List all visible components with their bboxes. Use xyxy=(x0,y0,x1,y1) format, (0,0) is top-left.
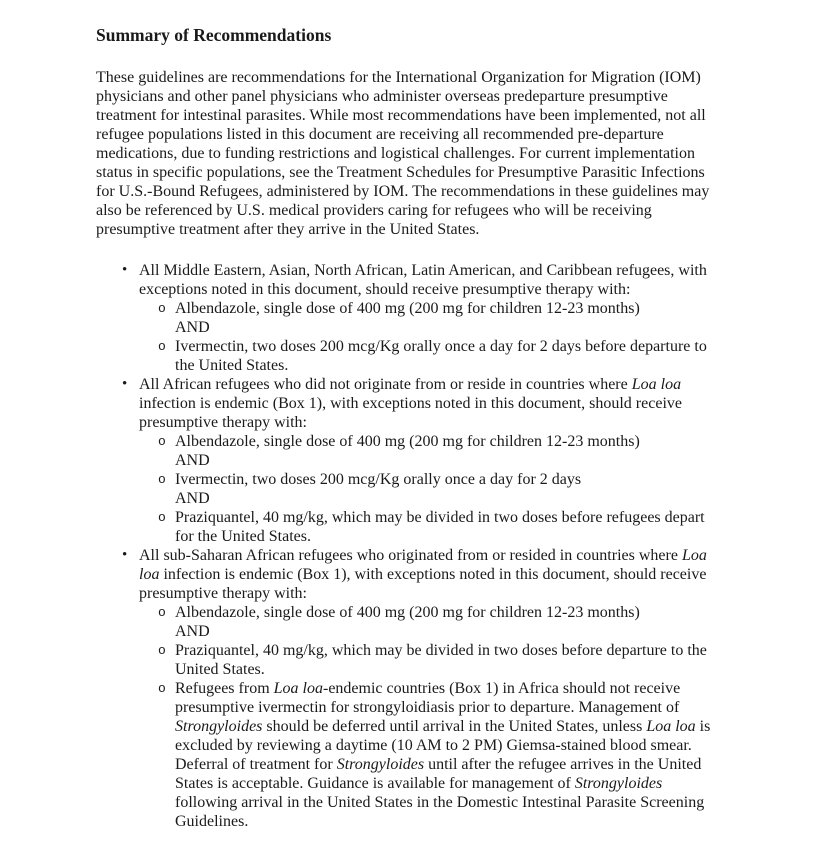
text-run: All Middle Eastern, Asian, North African, Latin American, and Caribbean refugees, with exceptions noted in this document, should receive presumptive therapy with: xyxy=(139,262,707,298)
text-run: Praziquantel, 40 mg/kg, which may be divided in two doses before refugees depart for the United States. xyxy=(175,509,705,545)
sub-bullet-text xyxy=(175,603,721,622)
sub-recommendation-item xyxy=(139,641,721,679)
bullet-body xyxy=(139,546,721,831)
sub-bullet-icon: o xyxy=(158,339,166,354)
sub-recommendation-item xyxy=(139,337,721,375)
sub-bullet-body xyxy=(175,508,721,546)
intro-paragraph xyxy=(96,68,721,239)
sub-bullet-body xyxy=(175,432,721,470)
sub-bullet-icon: o xyxy=(158,472,166,487)
sub-bullet-body xyxy=(175,337,721,375)
text-run: Albendazole, single dose of 400 mg (200 mg for children 12-23 months) xyxy=(175,300,640,317)
text-run: is excluded by reviewing a daytime (10 AM to 2 PM) Giemsa-stained blood smear. Deferral of treatment for xyxy=(175,718,711,773)
bullet-text xyxy=(139,375,721,432)
sub-bullet-text xyxy=(175,337,721,375)
italic-term: Strongyloides xyxy=(574,775,663,792)
and-connector: AND xyxy=(175,452,210,469)
sub-recommendation-item xyxy=(139,603,721,641)
sub-bullet-body xyxy=(175,603,721,641)
sub-bullet-text xyxy=(175,508,721,546)
italic-term: Strongyloides xyxy=(175,718,263,735)
italic-term: Loa loa xyxy=(646,718,696,735)
page-content xyxy=(96,25,721,831)
sub-recommendation-item xyxy=(139,299,721,337)
sub-bullet-body xyxy=(175,299,721,337)
sub-bullet-text xyxy=(175,299,721,318)
bullet-text xyxy=(139,546,721,603)
and-connector: AND xyxy=(175,623,210,640)
sub-bullet-body xyxy=(175,641,721,679)
bullet-text xyxy=(139,261,721,299)
sub-recommendation-item xyxy=(139,679,721,831)
sub-recommendation-item xyxy=(139,508,721,546)
sub-bullet-icon: o xyxy=(158,681,166,696)
sub-bullet-text xyxy=(175,679,721,831)
text-run: -endemic countries (Box 1) in Africa should not receive presumptive ivermectin for strongyloidiasis prior to departure. Management of xyxy=(175,680,681,716)
text-run: All African refugees who did not originate from or reside in countries where xyxy=(139,376,632,393)
and-connector: AND xyxy=(175,319,210,336)
italic-term: Strongyloides xyxy=(336,756,425,773)
sub-bullet-icon: o xyxy=(158,605,166,620)
recommendations-list xyxy=(96,261,721,831)
bullet-body xyxy=(139,375,721,546)
sub-bullet-icon: o xyxy=(158,301,166,316)
sub-bullet-body xyxy=(175,679,721,831)
and-connector: AND xyxy=(175,490,210,507)
text-run: Praziquantel, 40 mg/kg, which may be divided in two doses before departure to the United States. xyxy=(175,642,707,678)
bullet-icon: • xyxy=(122,376,128,392)
text-run: Albendazole, single dose of 400 mg (200 mg for children 12-23 months) xyxy=(175,433,640,450)
text-run: infection is endemic (Box 1), with exceptions noted in this document, should receive presumptive therapy with: xyxy=(139,566,707,602)
text-run: These guidelines are recommendations for the International Organization for Migration (IOM) physicians and other panel physicians who administer overseas predeparture presumptive treatment for intestinal parasites. While most recommendations have been implemented, not all refugee populations listed in this document are receiving all recommended pre-departure medications, due to funding restrictions and logistical challenges. For current implementation status in specific populations, see the Treatment Schedules for Presumptive Parasitic Infections for U.S.-Bound Refugees, administered by IOM. The recommendations in these guidelines may also be referenced by U.S. medical providers caring for refugees who will be receiving presumptive treatment after they arrive in the United States. xyxy=(96,69,710,238)
sub-bullet-icon: o xyxy=(158,434,166,449)
sub-bullet-icon: o xyxy=(158,510,166,525)
sub-bullet-icon: o xyxy=(158,643,166,658)
text-run: should be deferred until arrival in the United States, unless xyxy=(262,718,647,735)
text-run: Refugees from xyxy=(175,680,274,697)
recommendation-item xyxy=(96,375,721,546)
text-run: Albendazole, single dose of 400 mg (200 mg for children 12-23 months) xyxy=(175,604,640,621)
text-run: infection is endemic (Box 1), with exceptions noted in this document, should receive presumptive therapy with: xyxy=(139,395,682,431)
page-title: Summary of Recommendations xyxy=(96,25,332,45)
italic-term: Loa loa xyxy=(631,376,682,393)
sub-bullet-text xyxy=(175,641,721,679)
text-run: until after the refugee arrives in the United States is acceptable. Guidance is available for management of xyxy=(175,756,702,792)
sub-recommendations-list xyxy=(139,432,721,546)
sub-recommendation-item xyxy=(139,470,721,508)
bullet-icon: • xyxy=(122,547,128,563)
italic-term: Loa loa xyxy=(273,680,323,697)
text-run: All sub-Saharan African refugees who originated from or resided in countries where xyxy=(139,547,682,564)
text-run: Ivermectin, two doses 200 mcg/Kg orally once a day for 2 days xyxy=(175,471,582,488)
sub-recommendations-list xyxy=(139,299,721,375)
text-run: following arrival in the United States in the Domestic Intestinal Parasite Screening Guidelines. xyxy=(175,794,705,830)
italic-term: Loa loa xyxy=(139,547,707,583)
recommendation-item xyxy=(96,261,721,375)
sub-recommendations-list xyxy=(139,603,721,831)
sub-bullet-text xyxy=(175,432,721,451)
sub-recommendation-item xyxy=(139,432,721,470)
bullet-body xyxy=(139,261,721,375)
sub-bullet-body xyxy=(175,470,721,508)
sub-bullet-text xyxy=(175,470,721,489)
bullet-icon: • xyxy=(122,262,128,278)
recommendation-item xyxy=(96,546,721,831)
text-run: Ivermectin, two doses 200 mcg/Kg orally once a day for 2 days before departure to the United States. xyxy=(175,338,707,374)
